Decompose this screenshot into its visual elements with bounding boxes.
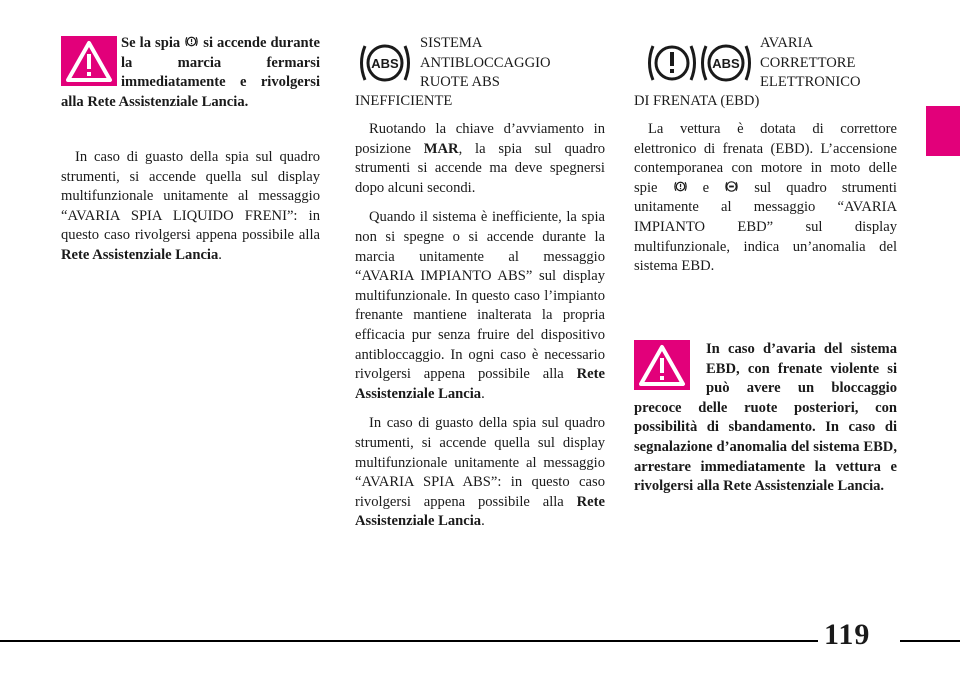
brake-fluid-warning-note: Se la spia si accende durante la marcia fermarsi immediatamente e rivolgersi alla Rete Assistenziale Lancia. xyxy=(61,35,320,110)
footer-rule-right xyxy=(900,640,960,642)
svg-text:ABS: ABS xyxy=(371,56,399,71)
ebd-body: La vettura è dotata di correttore elettronico di frenata (EBD). L’accensione contemporanea con motore in moto delle spie e sul quadro strumenti unitamente al messaggio “AVARIA IMPIANTO EBD” sul display multifunzionale, indica un’anomalia del sistema EBD. xyxy=(634,121,897,275)
section-tab xyxy=(926,106,960,156)
abs-heading: SISTEMA ANTIBLOCCAGGIO RUOTE ABS xyxy=(420,35,551,91)
abs-warning-icon xyxy=(698,38,754,88)
brake-fluid-paragraph: In caso di guasto della spia sul quadro strumenti, si accende quella sul display multifunzionale unitamente al messaggio “AVARIA SPIA LIQUIDO FRENI”: in questo caso rivolgersi appena possibile alla Rete Assistenziale Lancia. xyxy=(61,149,320,263)
abs-body: Ruotando la chiave d’avviamento in posizione MAR, la spia sul quadro strumenti si accende ma deve spegnersi dopo alcuni secondi. Quando il sistema è inefficiente, la spia non si spegne o si accende durante la marcia unitamente al messaggio “AVARIA IMPIANTO ABS” sul display multifunzionale. In questo caso l’impianto frenante mantiene inalterata la propria efficacia pur senza fruire del dispositivo antibloccaggio. In ogni caso è necessario rivolgersi appena possibile alla Rete Assistenziale Lancia. In caso di guasto della spia sul quadro strumenti, si accende quella sul display multifunzionale unitamente al messaggio “AVARIA SPIA ABS”: in questo caso rivolgersi appena possibile alla Rete Assistenziale Lancia. xyxy=(355,121,605,530)
page-number: 119 xyxy=(824,618,871,651)
brake-warning-icon xyxy=(673,179,688,194)
brake-warning-icon xyxy=(645,38,699,88)
abs-warning-icon xyxy=(357,38,413,88)
ebd-heading: AVARIA CORRETTORE ELETTRONICO xyxy=(760,35,861,91)
ebd-heading-last: DI FRENATA (EBD) xyxy=(634,93,760,109)
brake-warning-icon xyxy=(184,34,199,49)
footer-rule-left xyxy=(0,640,818,642)
abs-heading-last: INEFFICIENTE xyxy=(355,93,453,109)
ebd-warning-note: In caso d’avaria del sistema EBD, con frenate violente si può avere un bloccaggio precoce delle ruote posteriori, con possibilità di sbandamento. In caso di segnalazione d’anomalia del sistema EBD, arrestare immediatamente la vettura e rivolgersi alla Rete Assistenziale Lancia. xyxy=(634,341,897,495)
abs-small-icon xyxy=(724,179,739,194)
svg-text:ABS: ABS xyxy=(712,56,740,71)
